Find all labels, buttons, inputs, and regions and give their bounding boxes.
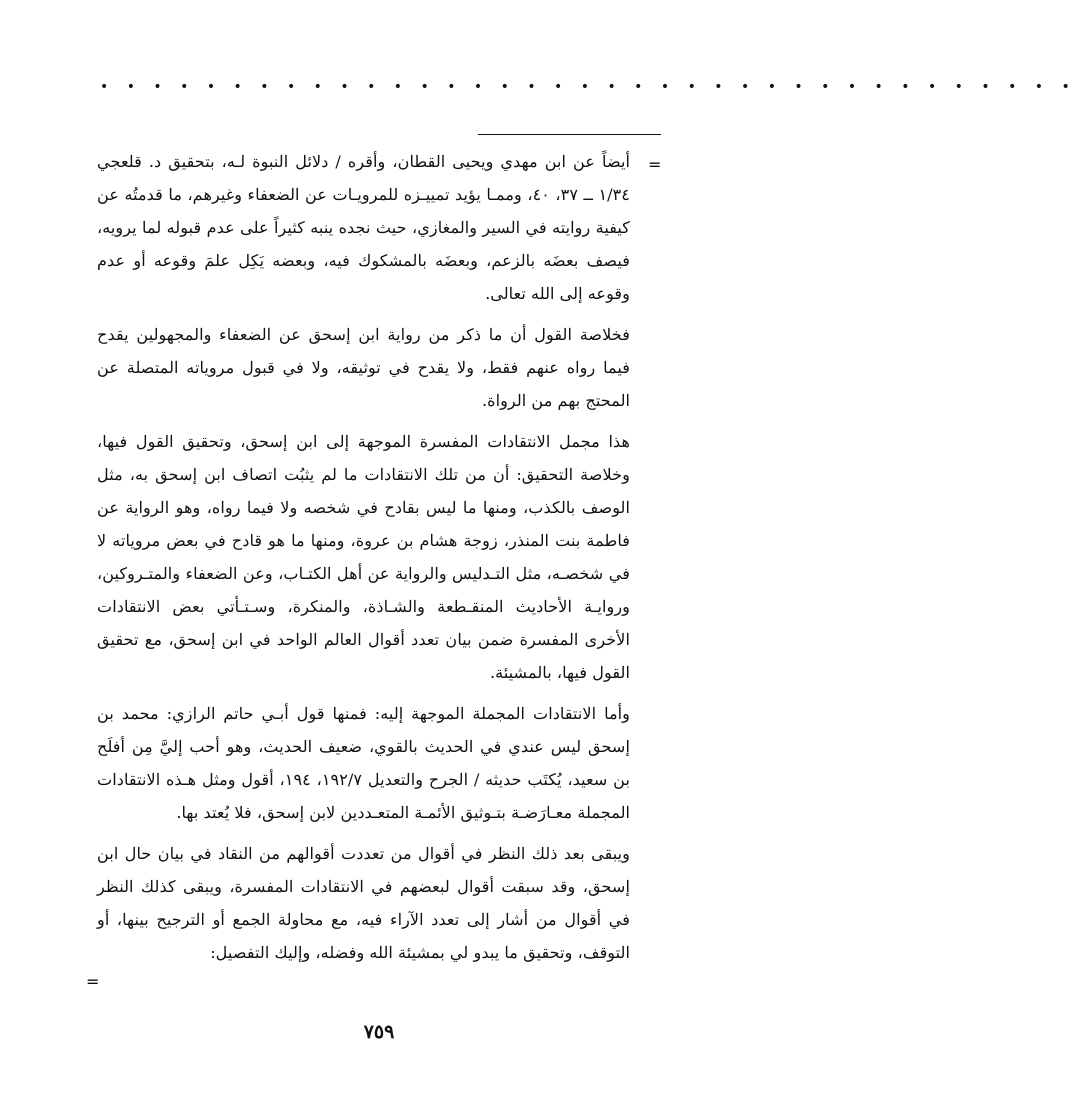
page-body bbox=[97, 145, 630, 969]
paragraph-5: ويبقى بعد ذلك النظر في أقوال من تعددت أقوالهم من النقاد في بيان حال ابن إسحق، وقد سبقت أقوال لبعضهم في الانتقادات المفسرة، ويبقى كذلك النظر في أقوال من أشار إلى تعدد الآراء فيه، مع محاولة الجمع أو الترجيح بينها، أو التوقف، وتحقيق ما يبدو لي بمشيئة الله وفضله، وإليك التفصيل: bbox=[97, 844, 630, 962]
paragraph-4: وأما الانتقادات المجملة الموجهة إليه: فمنها قول أبـي حاتم الرازي: محمد بن إسحق ليس عندي في الحديث بالقوي، ضعيف الحديث، وهو أحب إليَّ مِن أفلَح بن سعيد، يُكتَب حديثه / الجرح والتعديل ١٩٢/٧، ١٩٤، أقول ومثل هـذه الانتقادات المجملة معـارَضـة بتـوثيق الأئمـة المتعـددين لابن إسحق، فلا يُعتد بها. bbox=[97, 704, 630, 822]
paragraph-1: أيضاً عن ابن مهدي ويحيى القطان، وأقره / دلائل النبوة لـه، بتحقيق د. قلعجي ١/٣٤ ــ ٣٧، ٤٠، وممـا يؤيد تمييـزه للمرويـات عن الضعفاء وغيرهم، ما قدمتُه عن كيفية روايته في السير والمغازي، حيث نجده ينبه كثيراً على عدم قبوله لما يرويه، فيصف بعضَه بالزعم، وبعضَه بالمشكوك فيه، وبعضه يَكِل علمَ وقوعه أو عدم وقوعه إلى الله تعالى. bbox=[97, 152, 631, 303]
continuation-marker-bottom: = bbox=[86, 972, 100, 991]
page-number: ٧٥٩ bbox=[363, 1021, 395, 1043]
footnote-separator-line bbox=[478, 134, 661, 135]
header-dot-rule: • • • • • • • • • • • • • • • • • • • • • • • • • • • • • • • • • • • • • bbox=[100, 79, 1077, 95]
paragraph-2: فخلاصة القول أن ما ذكر من رواية ابن إسحق عن الضعفاء والمجهولين يقدح فيما رواه عنهم فقط، ولا يقدح في توثيقه، ولا في قبول مروياته المتصلة عن المحتج بهم من الرواة. bbox=[97, 325, 630, 410]
paragraph-3: هذا مجمل الانتقادات المفسرة الموجهة إلى ابن إسحق، وتحقيق القول فيها، وخلاصة التحقيق: أن من تلك الانتقادات ما لم يثبُت اتصاف ابن إسحق به، مثل الوصف بالكذب، ومنها ما ليس بقادح في شخصه ولا فيما رواه، وهو الرواية عن فاطمة بنت المنذر، زوجة هشام بن عروة، ومنها ما هو قادح في بعض مروياته لا في شخصـه، مثل التـدليس والرواية عن أهل الكتـاب، وعن الضعفاء والمتـروكين، وروايـة الأحاديث المنقـطعة والشـاذة، والمنكرة، وسـتـأتي بعض الانتقادات الأخرى المفسرة ضمن بيان تعدد أقوال العالم الواحد في ابن إسحق، مع تحقيق القول فيها، بالمشيئة. bbox=[97, 432, 630, 682]
continuation-marker-top: = bbox=[648, 155, 662, 174]
